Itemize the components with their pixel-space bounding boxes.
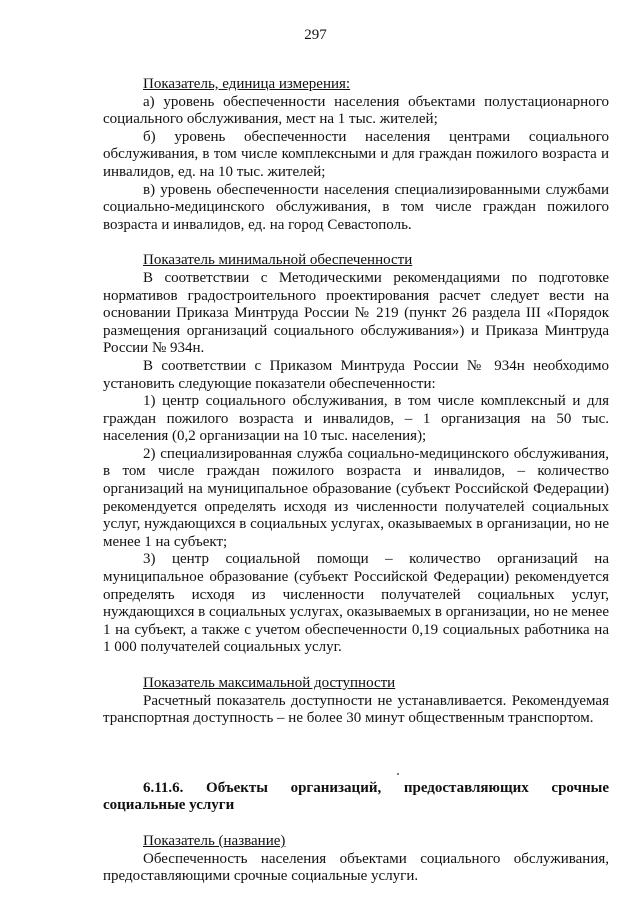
page-content	[103, 76, 609, 886]
indicator-item-b: б) уровень обеспеченности населения центрами социального обслуживания, в том числе комплексными и для граждан пожилого возраста и инвалидов, ед. на 10 тыс. жителей;	[103, 128, 609, 180]
spacer	[103, 815, 609, 833]
page-number: 297	[304, 27, 327, 43]
list-item-2: 2) специализированная служба социально-медицинского обслуживания, в том числе граждан пожилого возраста и инвалидов, – количество организаций на муниципальное образование (субъект Российской Федерации) рекомендуется определять исходя из численности получателей социальных услуг, нуждающихся в социальных услугах, оказываемых в организации, но не менее 1 на субъект;	[103, 445, 609, 550]
list-item-3: 3) центр социальной помощи – количество организаций на муниципальное образование (субъект Российской Федерации) рекомендуется определять исходя из численности получателей социальных услуг, нуждающихся в социальных услугах, оказываемых в организации, но не менее 1 на субъект, а также с учетом обеспеченности 0,19 социальных работника на 1 000 получателей социальных услуг.	[103, 551, 609, 656]
indicator-item-a: а) уровень обеспеченности населения объектами полустационарного социального обслуживания, мест на 1 тыс. жителей;	[103, 93, 609, 128]
maximum-accessibility-heading: Показатель максимальной доступности	[143, 675, 396, 691]
accessibility-paragraph: Расчетный показатель доступности не устанавливается. Рекомендуемая транспортная доступность – не более 30 минут общественным транспортом.	[103, 692, 609, 727]
spacer	[103, 234, 609, 252]
list-item-1: 1) центр социального обслуживания, в том числе комплексный и для граждан пожилого возраста и инвалидов, – 1 организация на 50 тыс. населения (0,2 организации на 10 тыс. населения);	[103, 393, 609, 445]
scan-speck	[397, 773, 399, 775]
indicator-item-c: в) уровень обеспеченности населения специализированными службами социально-медицинского обслуживания, в том числе граждан пожилого возраста и инвалидов, ед. на город Севастополь.	[103, 181, 609, 233]
spacer	[103, 728, 609, 780]
paragraph-methodology: В соответствии с Методическими рекомендациями по подготовке нормативов градостроительного проектирования расчет следует вести на основании Приказа Минтруда России № 219 (пункт 26 раздела III «Порядок размещения организаций социального обслуживания») и Приказа Минтруда России № 934н.	[103, 269, 609, 357]
section-title: 6.11.6. Объекты организаций, предоставляющих срочные социальные услуги	[103, 779, 609, 814]
minimum-provision-heading: Показатель минимальной обеспеченности	[143, 252, 413, 269]
spacer	[103, 657, 609, 675]
indicator-name-paragraph: Обеспеченность населения объектами социального обслуживания, предоставляющими срочные социальные услуги.	[103, 850, 609, 885]
indicator-name-heading: Показатель (название)	[143, 832, 286, 849]
indicator-unit-heading: Показатель, единица измерения:	[143, 76, 351, 92]
paragraph-order-934n: В соответствии с Приказом Минтруда России № 934н необходимо установить следующие показатели обеспеченности:	[103, 357, 609, 392]
